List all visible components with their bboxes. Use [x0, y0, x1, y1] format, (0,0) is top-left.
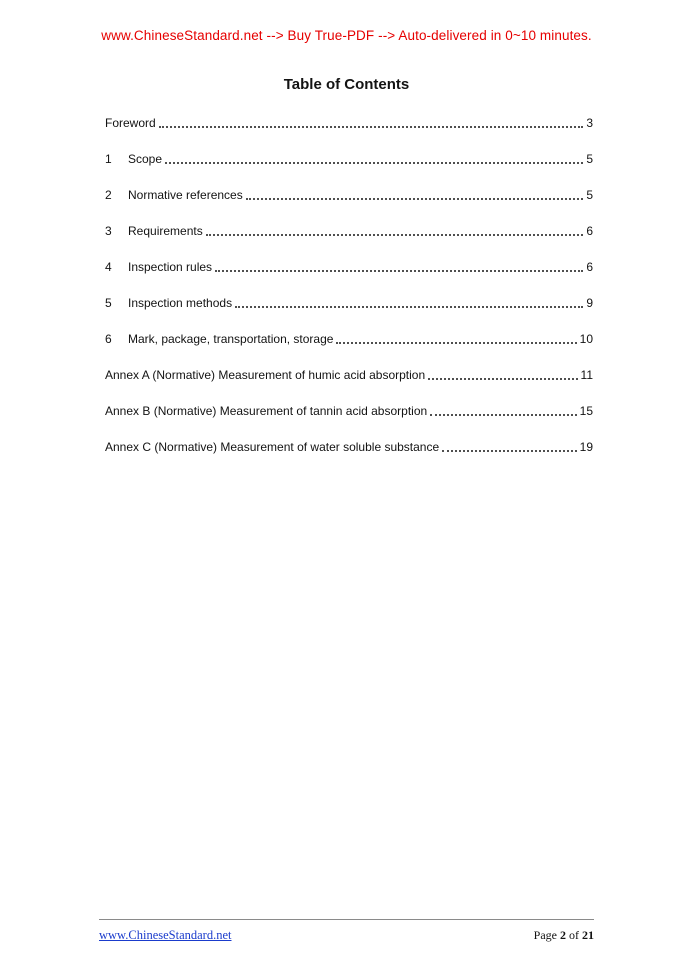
banner-notice: www.ChineseStandard.net --> Buy True-PDF --> Auto-delivered in 0~10 minutes.: [101, 28, 592, 43]
toc-entry-label: Inspection rules: [128, 260, 213, 274]
toc-entry-label: Inspection methods: [128, 296, 233, 310]
toc-entry-number: 1: [105, 152, 112, 166]
toc-row-normative-references[interactable]: [105, 189, 593, 202]
toc-row-mark-package[interactable]: [105, 333, 593, 346]
toc-row-annex-c[interactable]: [105, 441, 593, 454]
toc-row-inspection-rules[interactable]: [105, 261, 593, 274]
toc-entry-number: 5: [105, 296, 112, 310]
toc-row-foreword[interactable]: [105, 117, 593, 130]
toc-page-number: 15: [579, 404, 593, 418]
toc-page-number: 11: [580, 368, 593, 382]
toc-row-requirements[interactable]: [105, 225, 593, 238]
toc-entry-label: Foreword: [105, 116, 156, 130]
toc-page-number: 10: [579, 332, 593, 346]
toc-page-number: 5: [586, 152, 593, 166]
page-title: Table of Contents: [283, 76, 410, 93]
footer-website-link[interactable]: www.ChineseStandard.net: [99, 928, 232, 942]
toc-entry-label: Annex B (Normative) Measurement of tannin acid absorption: [105, 404, 428, 418]
footer-page-number: 2: [560, 928, 566, 942]
toc-dot-leader: [206, 234, 584, 236]
toc-page-number: 9: [586, 296, 593, 310]
footer: [99, 928, 594, 943]
toc-dot-leader: [336, 342, 576, 344]
footer-page-info: [534, 928, 594, 943]
toc-dot-leader: [428, 378, 577, 380]
toc-page-number: 19: [579, 440, 593, 454]
table-of-contents: [105, 117, 593, 477]
toc-entry-label: Annex A (Normative) Measurement of humic acid absorption: [105, 368, 426, 382]
toc-dot-leader: [215, 270, 583, 272]
toc-entry-label: Annex C (Normative) Measurement of water soluble substance: [105, 440, 440, 454]
toc-page-number: 6: [586, 224, 593, 238]
toc-entry-number: 6: [105, 332, 112, 346]
toc-entry-number: 4: [105, 260, 112, 274]
toc-dot-leader: [430, 414, 576, 416]
toc-dot-leader: [442, 450, 576, 452]
toc-entry-number: 3: [105, 224, 112, 238]
toc-dot-leader: [246, 198, 584, 200]
toc-entry-label: Scope: [128, 152, 163, 166]
footer-page-prefix: Page: [533, 928, 557, 942]
toc-row-annex-b[interactable]: [105, 405, 593, 418]
toc-dot-leader: [159, 126, 584, 128]
toc-page-number: 3: [586, 116, 593, 130]
toc-entry-label: Mark, package, transportation, storage: [128, 332, 334, 346]
toc-page-number: 6: [586, 260, 593, 274]
footer-page-of: of: [569, 928, 579, 942]
toc-entry-number: 2: [105, 188, 112, 202]
toc-row-inspection-methods[interactable]: [105, 297, 593, 310]
toc-dot-leader: [165, 162, 583, 164]
toc-row-scope[interactable]: [105, 153, 593, 166]
toc-row-annex-a[interactable]: [105, 369, 593, 382]
toc-dot-leader: [235, 306, 583, 308]
toc-entry-label: Requirements: [128, 224, 203, 238]
footer-divider: [99, 919, 594, 920]
toc-entry-label: Normative references: [128, 188, 243, 202]
toc-page-number: 5: [586, 188, 593, 202]
footer-page-total: 21: [582, 928, 594, 942]
